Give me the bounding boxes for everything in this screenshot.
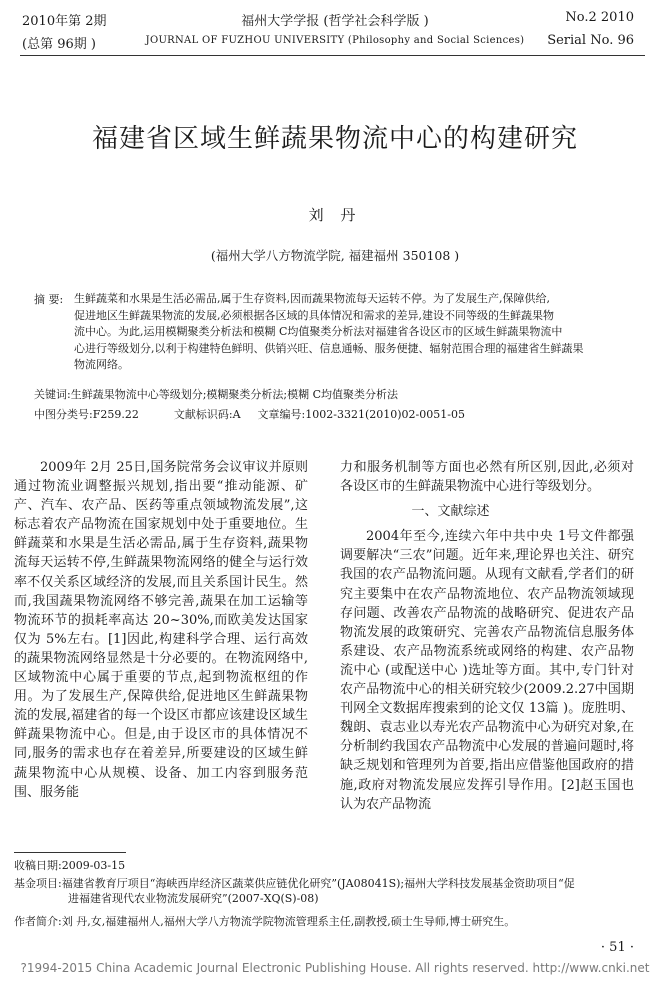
keywords-row — [34, 386, 398, 402]
header-serial-number: Serial No. 96 — [547, 33, 634, 48]
bio-text: 刘 丹,女,福建福州人,福州大学八方物流学院物流管理系主任,副教授,硕士生导师,博士研究生。 — [61, 915, 516, 928]
abstract-label: 摘 要: — [34, 293, 64, 306]
header-serial-total: (总第 96期 ) — [22, 37, 96, 52]
abstract-line: 促进地区生鲜蔬果物流的发展,必须根据各区域的具体情况和需求的差异,建设不同等级的生鲜蔬果物 — [74, 308, 554, 322]
article-author: 刘 丹 — [308, 206, 362, 224]
footnote-author-bio — [14, 914, 515, 929]
abstract-line: 流中心。为此,运用模糊聚类分析法和模糊 C均值聚类分析法对福建省各设区市的区域生鲜蔬果物流中 — [74, 325, 563, 338]
body-paragraph: 2009年 2月 25日,国务院常务会议审议并原则通过物流业调整振兴规划,指出要“推动能源、矿产、汽车、农产品、医药等重点领域物流发展”,这标志着农产品物流在国家规划中处于重要地位。生鲜蔬菜和水果是生活必需品,属于生存资料,蔬果物流每天运转不停,生鲜蔬果物流网络的健全与运行效率不仅关系区域经济的发展,而且关系国计民生。然而,我国蔬果物流网络不够完善,蔬果在加工运输等物流环节的损耗率高达 20~30%,而欧美发达国家仅为 5%左右。[1]因此,构建科学合理、运行高效的蔬果物流网络显然是十分必要的。在物流网络中,区域物流中心属于重要的节点,起到物流枢纽的作用。为了发展生产,保障供给,促进地区生鲜蔬果物流的发展,福建省的每一个设区市都应该建设区域生鲜蔬果物流中心。但是,由于设区市的具体情况不同,服务的需求也存在着差异,所要建设的区域生鲜蔬果物流中心从规模、设备、加工内容到服务范围、服务能 — [14, 460, 308, 800]
article-title: 福建省区域生鲜蔬果物流中心的构建研究 — [91, 124, 578, 154]
header-rule — [20, 55, 645, 56]
footnote-rule — [14, 852, 126, 853]
footnote-fund — [14, 876, 644, 906]
body-column-left — [14, 458, 308, 802]
header-issue-number: No.2 2010 — [565, 10, 634, 25]
fund-line: 福建省教育厅项目“海峡西岸经济区蔬菜供应链优化研究”(JA08041S);福州大学科技发展基金资助项目“促 — [61, 877, 575, 890]
body-column-right — [340, 458, 634, 814]
bio-label: 作者简介: — [14, 915, 62, 928]
received-label: 收稿日期: — [14, 859, 62, 872]
abstract — [74, 291, 634, 374]
doc-code-label: 文献标识码: — [173, 408, 233, 421]
body-paragraph: 2004年至今,连续六年中共中央 1号文件都强调要解决“三农”问题。近年来,理论界也关注、研究我国的农产品物流问题。从现有文献看,学者们的研究主要集中在农产品物流地位、农产品物流领域现存问题、改善农产品物流的战略研究、促进农产品物流发展的政策研究、完善农产品物流信息服务体系建设、农产品物流系统或网络的构建、农产品物流中心 (或配送中心 )选址等方面。其中,专门针对农产品物流中心的相关研究较少(2009.2.27中国期刊网全文数据库搜索到的论文仅 13篇 )。庞胜明、魏朗、袁志业以寿光农产品物流中心为研究对象,在分析制约我国农产品物流中心发展的普遍问题时,将缺乏规划和管理列为首要,指出应借鉴他国政府的措施,政府对物流发展应发挥引导作用。[2]赵玉国也认为农产品物流 — [340, 529, 634, 812]
received-date: 2009-03-15 — [61, 859, 126, 872]
abstract-line: 生鲜蔬菜和水果是生活必需品,属于生存资料,因而蔬果物流每天运转不停。为了发展生产,保障供给, — [74, 292, 550, 305]
body-paragraph-continued: 力和服务机制等方面也必然有所区别,因此,必须对各设区市的生鲜蔬果物流中心进行等级划分。 — [340, 460, 634, 495]
abstract-line: 物流网络。 — [74, 358, 129, 371]
journal-title-en: JOURNAL OF FUZHOU UNIVERSITY (Philosophy and Social Sciences) — [145, 35, 525, 46]
clc-label: 中图分类号: — [34, 408, 93, 421]
footnote-received — [14, 858, 125, 873]
author-affiliation: (福州大学八方物流学院, 福建福州 350108 ) — [210, 248, 460, 263]
classification-row — [34, 406, 465, 422]
article-number-label: 文章编号: — [257, 408, 306, 421]
doc-code-value: A — [232, 408, 241, 421]
article-number-value: 1002-3321(2010)02-0051-05 — [305, 408, 465, 421]
journal-title-cn: 福州大学学报 (哲学社会科学版 ) — [241, 14, 429, 29]
header-issue: 2010年第 2期 — [22, 14, 107, 29]
fund-line: 进福建省现代农业物流发展研究”(2007-XQ(S)-08) — [68, 892, 319, 905]
abstract-line: 心进行等级划分,以利于构建特色鲜明、供销兴旺、信息通畅、服务便捷、辐射范围合理的福建省生鲜蔬果 — [74, 341, 584, 355]
fund-label: 基金项目: — [14, 877, 62, 890]
clc-value: F259.22 — [92, 408, 139, 421]
copyright-footer: ?1994-2015 China Academic Journal Electronic Publishing House. All rights reserved. http://www.cnki.net — [20, 961, 650, 975]
section-heading: 一、文献综述 — [411, 504, 490, 520]
keywords: 生鲜蔬果物流中心等级划分;模糊聚类分析法;模糊 C均值聚类分析法 — [70, 388, 399, 401]
keywords-label: 关键词: — [34, 388, 71, 401]
page-number: · 51 · — [600, 940, 634, 955]
